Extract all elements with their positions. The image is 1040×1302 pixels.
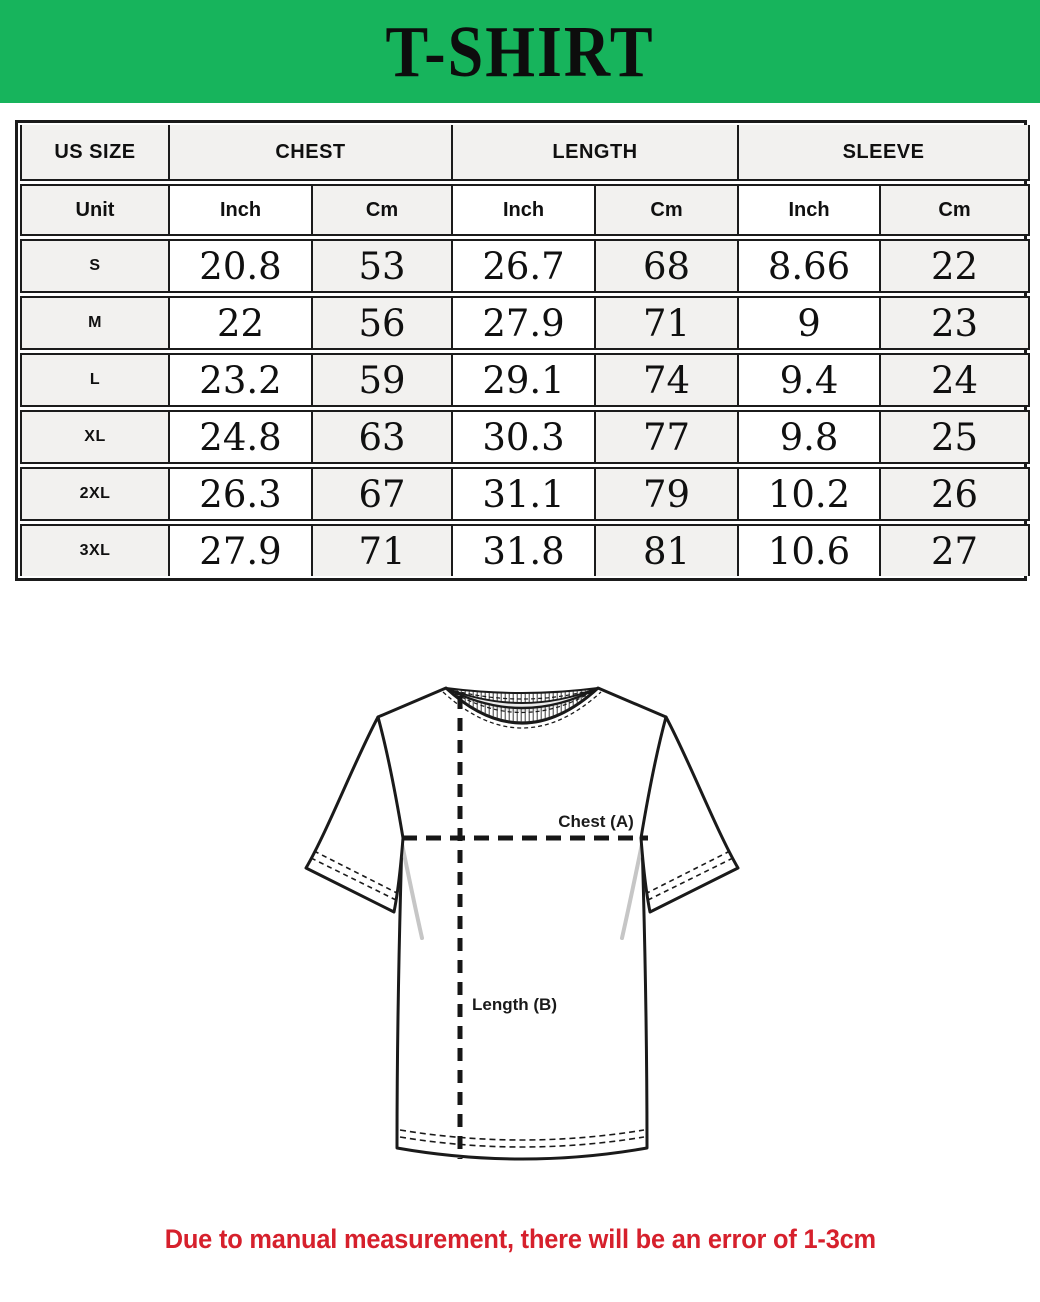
length-inch-label: Inch: [452, 183, 595, 238]
chest-measure-label: Chest (A): [558, 812, 634, 831]
table-cell: 74: [595, 352, 738, 409]
table-cell: 79: [595, 466, 738, 523]
table-cell: 26.7: [452, 238, 595, 295]
size-label: XL: [21, 409, 169, 466]
table-cell: 24.8: [169, 409, 312, 466]
size-label: M: [21, 295, 169, 352]
table-cell: 71: [312, 523, 452, 577]
table-cell: 26: [880, 466, 1029, 523]
table-cell: 27: [880, 523, 1029, 577]
table-cell: 67: [312, 466, 452, 523]
table-cell: 81: [595, 523, 738, 577]
length-cm-label: Cm: [595, 183, 738, 238]
table-cell: 22: [880, 238, 1029, 295]
tshirt-measurement-diagram: [260, 640, 780, 1180]
table-cell: 59: [312, 352, 452, 409]
tshirt-flat-sketch: [260, 640, 780, 1180]
table-cell: 8.66: [738, 238, 880, 295]
table-cell: 29.1: [452, 352, 595, 409]
table-cell: 23.2: [169, 352, 312, 409]
table-group-header-row: [21, 125, 1029, 183]
sleeve-cm-label: Cm: [880, 183, 1029, 238]
table-row-l: [21, 352, 1029, 409]
table-row-xl: [21, 409, 1029, 466]
table-cell: 77: [595, 409, 738, 466]
tshirt-body: [378, 688, 666, 1159]
table-cell: 53: [312, 238, 452, 295]
table-cell: 25: [880, 409, 1029, 466]
table-cell: 20.8: [169, 238, 312, 295]
table-cell: 9: [738, 295, 880, 352]
table-row-3xl: [21, 523, 1029, 577]
table-cell: 63: [312, 409, 452, 466]
size-label: S: [21, 238, 169, 295]
size-label: 2XL: [21, 466, 169, 523]
table-cell: 31.1: [452, 466, 595, 523]
unit-label: Unit: [21, 183, 169, 238]
table-cell: 23: [880, 295, 1029, 352]
measurement-disclaimer-text: Due to manual measurement, there will be an error of 1-3cm: [164, 1224, 876, 1254]
table-cell: 10.6: [738, 523, 880, 577]
header-us-size: US SIZE: [21, 125, 169, 183]
table-unit-row: [21, 183, 1029, 238]
table-cell: 68: [595, 238, 738, 295]
page-title: T-SHIRT: [385, 10, 655, 92]
size-table-frame: [15, 120, 1027, 581]
table-cell: 30.3: [452, 409, 595, 466]
table-cell: 71: [595, 295, 738, 352]
table-cell: 10.2: [738, 466, 880, 523]
table-cell: 24: [880, 352, 1029, 409]
table-cell: 27.9: [452, 295, 595, 352]
banner: [0, 0, 1040, 103]
table-cell: 26.3: [169, 466, 312, 523]
sleeve-inch-label: Inch: [738, 183, 880, 238]
chest-inch-label: Inch: [169, 183, 312, 238]
table-row-m: [21, 295, 1029, 352]
size-label: 3XL: [21, 523, 169, 577]
table-row-2xl: [21, 466, 1029, 523]
table-cell: 31.8: [452, 523, 595, 577]
header-length: LENGTH: [452, 125, 738, 183]
table-cell: 9.4: [738, 352, 880, 409]
table-cell: 56: [312, 295, 452, 352]
chest-cm-label: Cm: [312, 183, 452, 238]
table-cell: 9.8: [738, 409, 880, 466]
size-label: L: [21, 352, 169, 409]
length-measure-label: Length (B): [472, 995, 557, 1014]
measurement-disclaimer: [0, 1224, 1040, 1255]
header-chest: CHEST: [169, 125, 452, 183]
table-row-s: [21, 238, 1029, 295]
table-cell: 27.9: [169, 523, 312, 577]
table-cell: 22: [169, 295, 312, 352]
size-table: [20, 125, 1030, 576]
header-sleeve: SLEEVE: [738, 125, 1029, 183]
